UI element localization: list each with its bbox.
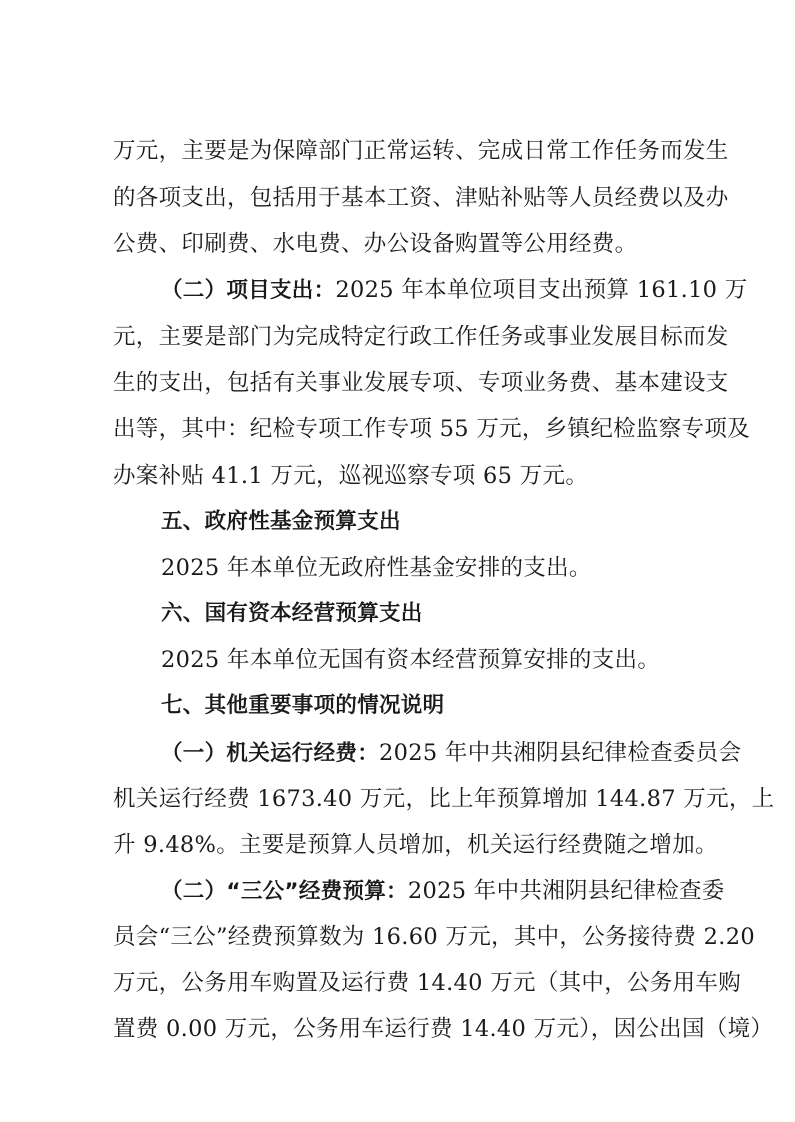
item2-line1-text: 2025 年中共湘阴县纪律检查委 bbox=[407, 878, 725, 904]
item1-label: （一）机关运行经费： bbox=[161, 741, 380, 766]
item2-line3: 万元，公务用车购置及运行费 14.40 万元（其中，公务用车购 bbox=[113, 970, 742, 996]
para2-line3: 生的支出，包括有关事业发展专项、专项业务费、基本建设支 bbox=[113, 370, 729, 396]
item2-line1 bbox=[161, 876, 725, 906]
para2-line5: 办案补贴 41.1 万元，巡视巡察专项 65 万元。 bbox=[113, 463, 589, 489]
item2-line4: 置费 0.00 万元，公务用车运行费 14.40 万元），因公出国（境） bbox=[113, 1016, 774, 1042]
item1-line1 bbox=[161, 738, 742, 768]
section5-heading: 五、政府性基金预算支出 bbox=[161, 509, 401, 534]
item2-label: （二）“三公”经费预算： bbox=[161, 879, 408, 904]
item1-line1-text: 2025 年中共湘阴县纪律检查委员会 bbox=[379, 740, 742, 766]
para2-line1 bbox=[161, 275, 748, 305]
para1-line3: 公费、印刷费、水电费、办公设备购置等公用经费。 bbox=[113, 231, 638, 257]
section5-body: 2025 年本单位无政府性基金安排的支出。 bbox=[161, 555, 592, 581]
section6-heading: 六、国有资本经营预算支出 bbox=[161, 601, 423, 626]
item2-line2: 员会“三公”经费预算数为 16.60 万元，其中，公务接待费 2.20 bbox=[113, 924, 755, 950]
item1-line3: 升 9.48%。主要是预算人员增加，机关运行经费随之增加。 bbox=[113, 832, 718, 858]
para2-line1-text: 2025 年本单位项目支出预算 161.10 万 bbox=[335, 277, 748, 303]
para2-line2: 元，主要是部门为完成特定行政工作任务或事业发展目标而发 bbox=[113, 324, 729, 350]
section6-body: 2025 年本单位无国有资本经营预算安排的支出。 bbox=[161, 647, 661, 673]
para2-label: （二）项目支出： bbox=[161, 278, 336, 303]
para1-line1: 万元，主要是为保障部门正常运转、完成日常工作任务而发生 bbox=[113, 138, 729, 164]
section7-heading: 七、其他重要事项的情况说明 bbox=[161, 693, 445, 718]
item1-line2: 机关运行经费 1673.40 万元，比上年预算增加 144.87 万元，上 bbox=[113, 786, 775, 812]
para1-line2: 的各项支出，包括用于基本工资、津贴补贴等人员经费以及办 bbox=[113, 185, 729, 211]
para2-line4: 出等，其中：纪检专项工作专项 55 万元，乡镇纪检监察专项及 bbox=[113, 416, 750, 442]
